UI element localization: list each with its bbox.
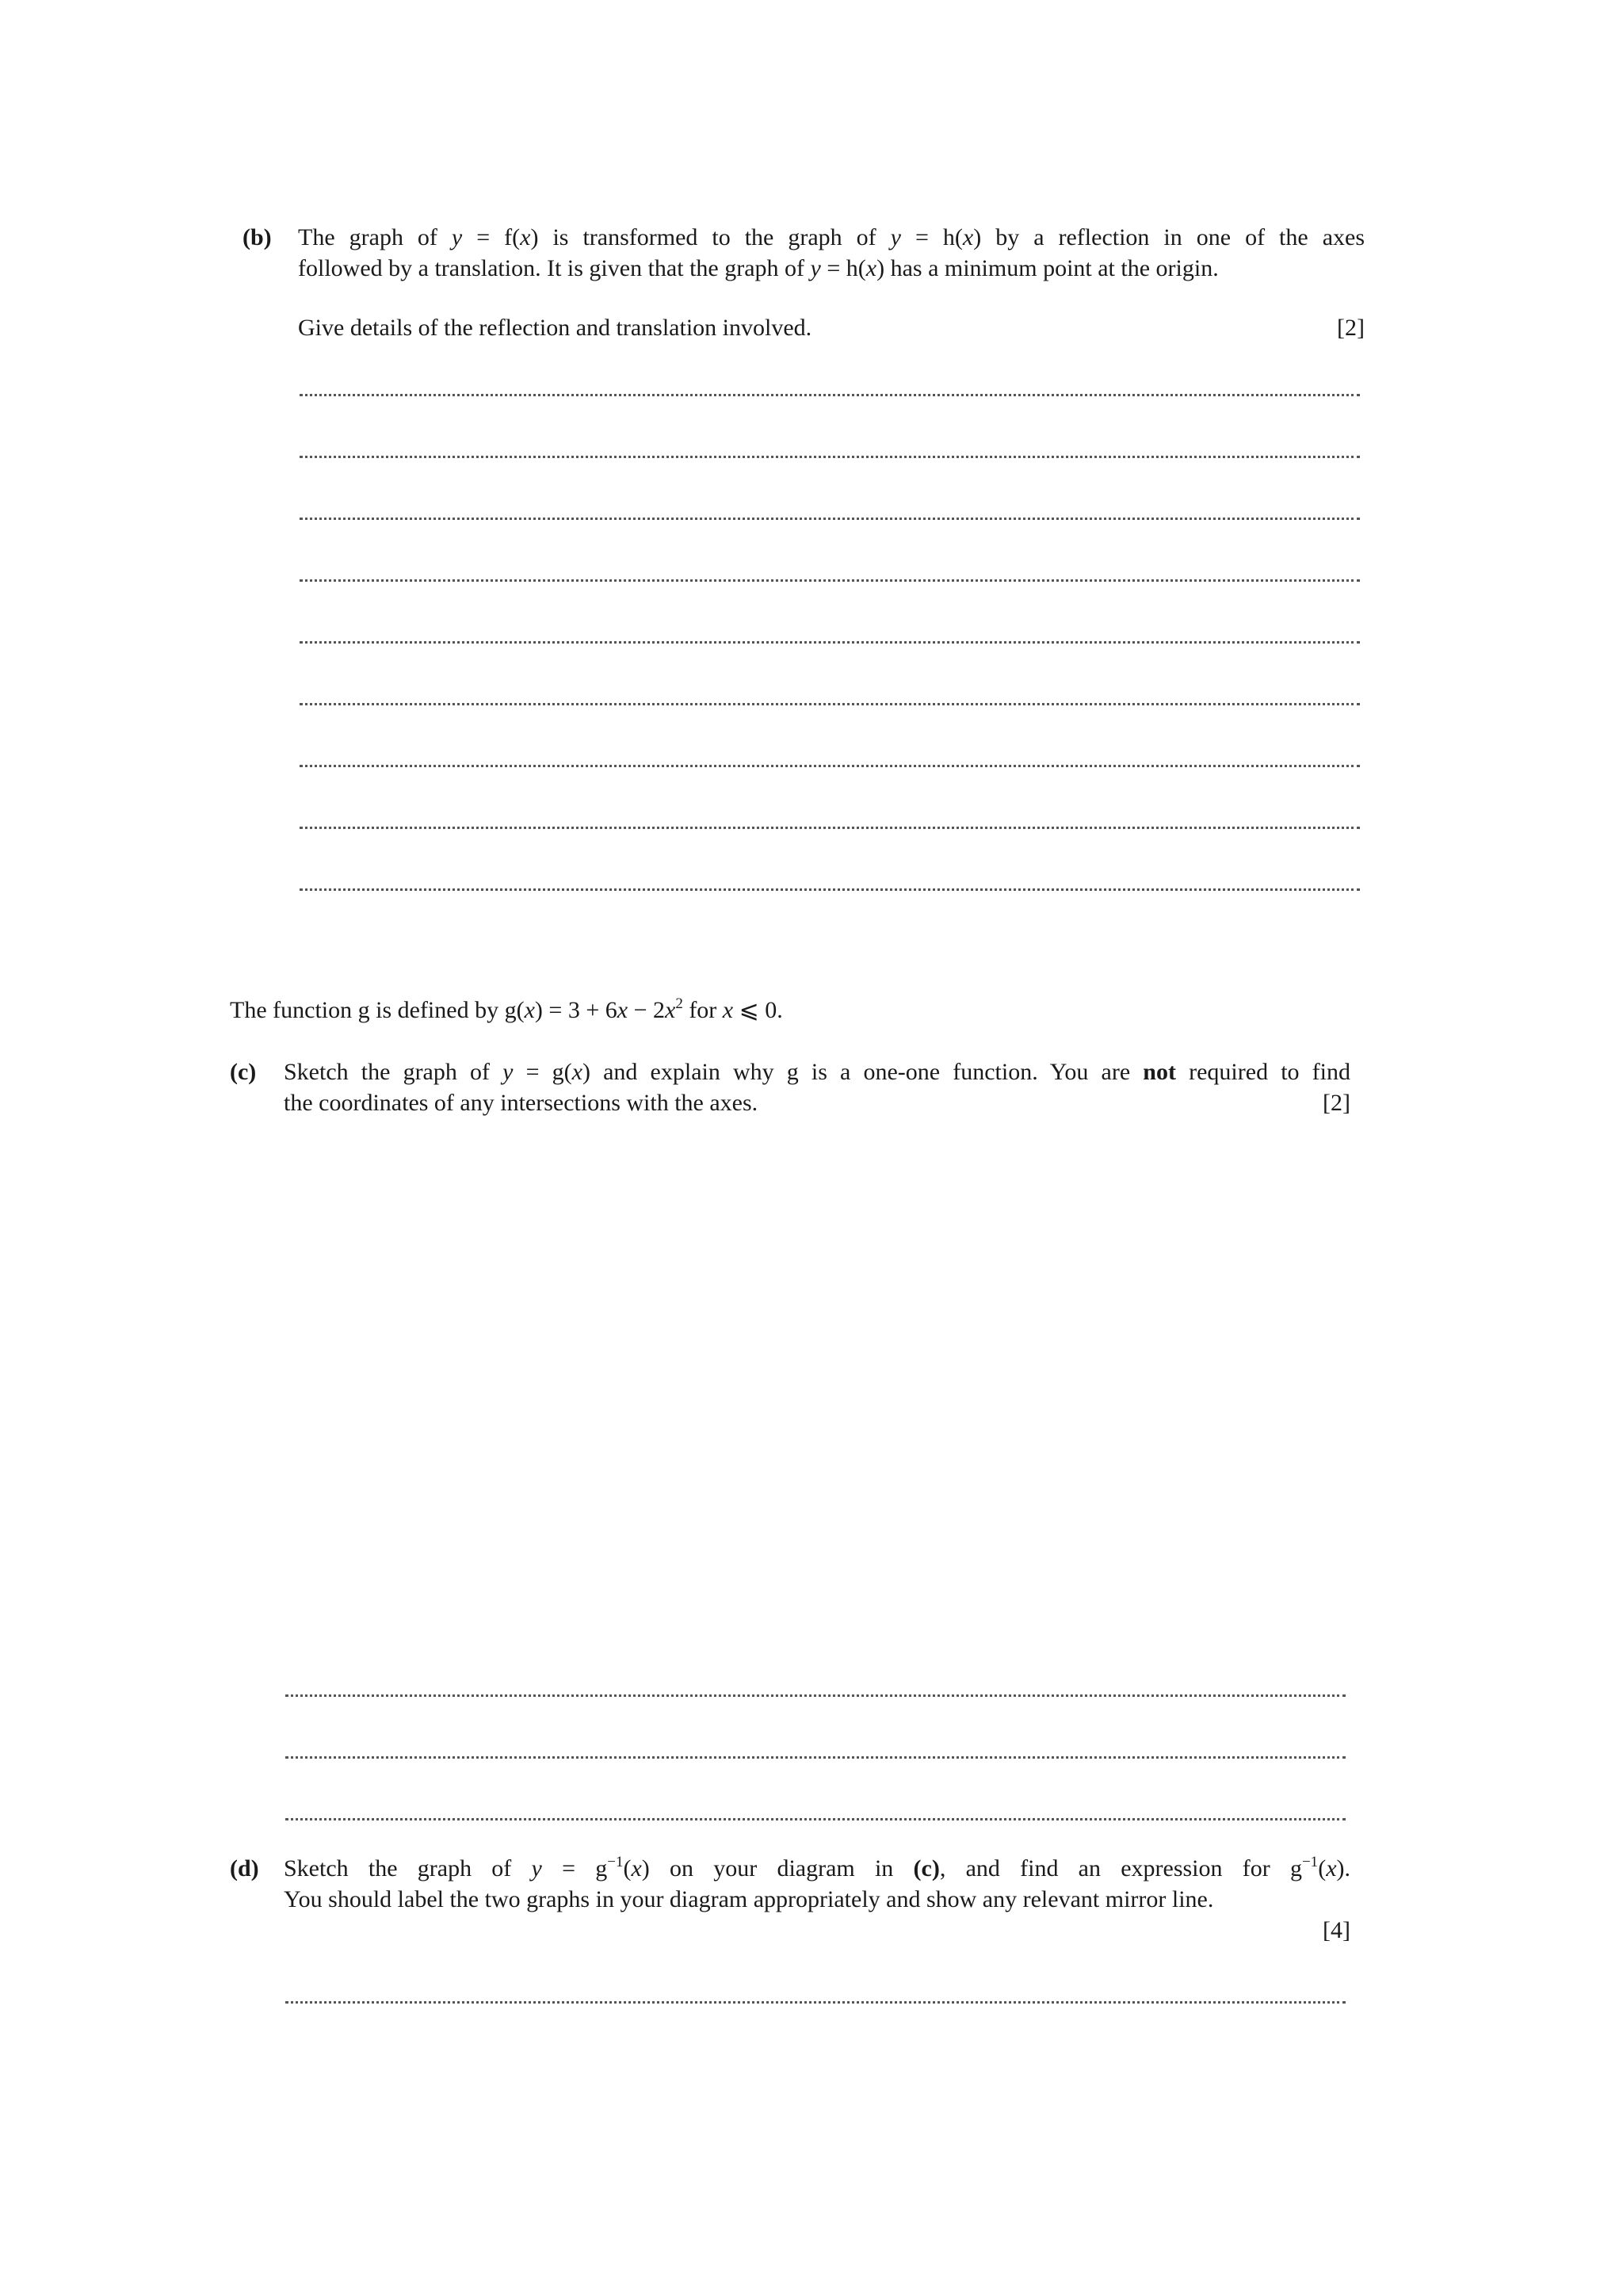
part-d-line-2: You should label the two graphs in your diagram appropriately and show any relevant mirror line. (284, 1886, 1214, 1912)
answer-line[interactable] (300, 394, 1360, 396)
answer-line[interactable] (300, 888, 1360, 891)
answer-line[interactable] (300, 456, 1360, 458)
part-b-marks: [2] (1337, 315, 1365, 341)
part-b-instruction: Give details of the reflection and translation involved. (298, 315, 812, 341)
part-c-line-1: Sketch the graph of y = g(x) and explain why g is a one-one function. You are not required to find (284, 1059, 1350, 1085)
answer-line[interactable] (285, 1818, 1346, 1820)
answer-line[interactable] (300, 579, 1360, 582)
answer-line[interactable] (300, 765, 1360, 767)
part-b-line-1: The graph of y = f(x) is transformed to the graph of y = h(x) by a reflection in one of the axes (298, 224, 1365, 250)
function-g-definition: The function g is defined by $g(x) = 3 + 6x - 2x^2$ for x ⩽ 0. (230, 995, 783, 1023)
answer-line[interactable] (300, 518, 1360, 520)
part-d-line-1: Sketch the graph of $y = g^{-1}(x)$ on your diagram in (c), and find an expression for $g^{-1}(x)$. (284, 1854, 1351, 1881)
answer-line[interactable] (285, 1694, 1346, 1697)
part-c-line-2: the coordinates of any intersections with the axes. (284, 1090, 758, 1116)
part-c-label: (c) (230, 1059, 257, 1085)
answer-line[interactable] (300, 827, 1360, 829)
answer-line[interactable] (285, 2001, 1346, 2004)
part-c-sketch-area[interactable] (282, 1129, 1344, 1660)
answer-line[interactable] (300, 641, 1360, 644)
part-c-marks: [2] (1323, 1090, 1350, 1116)
part-b-label: (b) (242, 224, 272, 250)
part-b-line-2: followed by a translation. It is given that the graph of y = h(x) has a minimum point at the origin. (298, 255, 1219, 281)
answer-line[interactable] (285, 1756, 1346, 1759)
part-d-marks: [4] (1323, 1917, 1350, 1943)
answer-line[interactable] (300, 703, 1360, 705)
part-d-label: (d) (230, 1855, 259, 1881)
